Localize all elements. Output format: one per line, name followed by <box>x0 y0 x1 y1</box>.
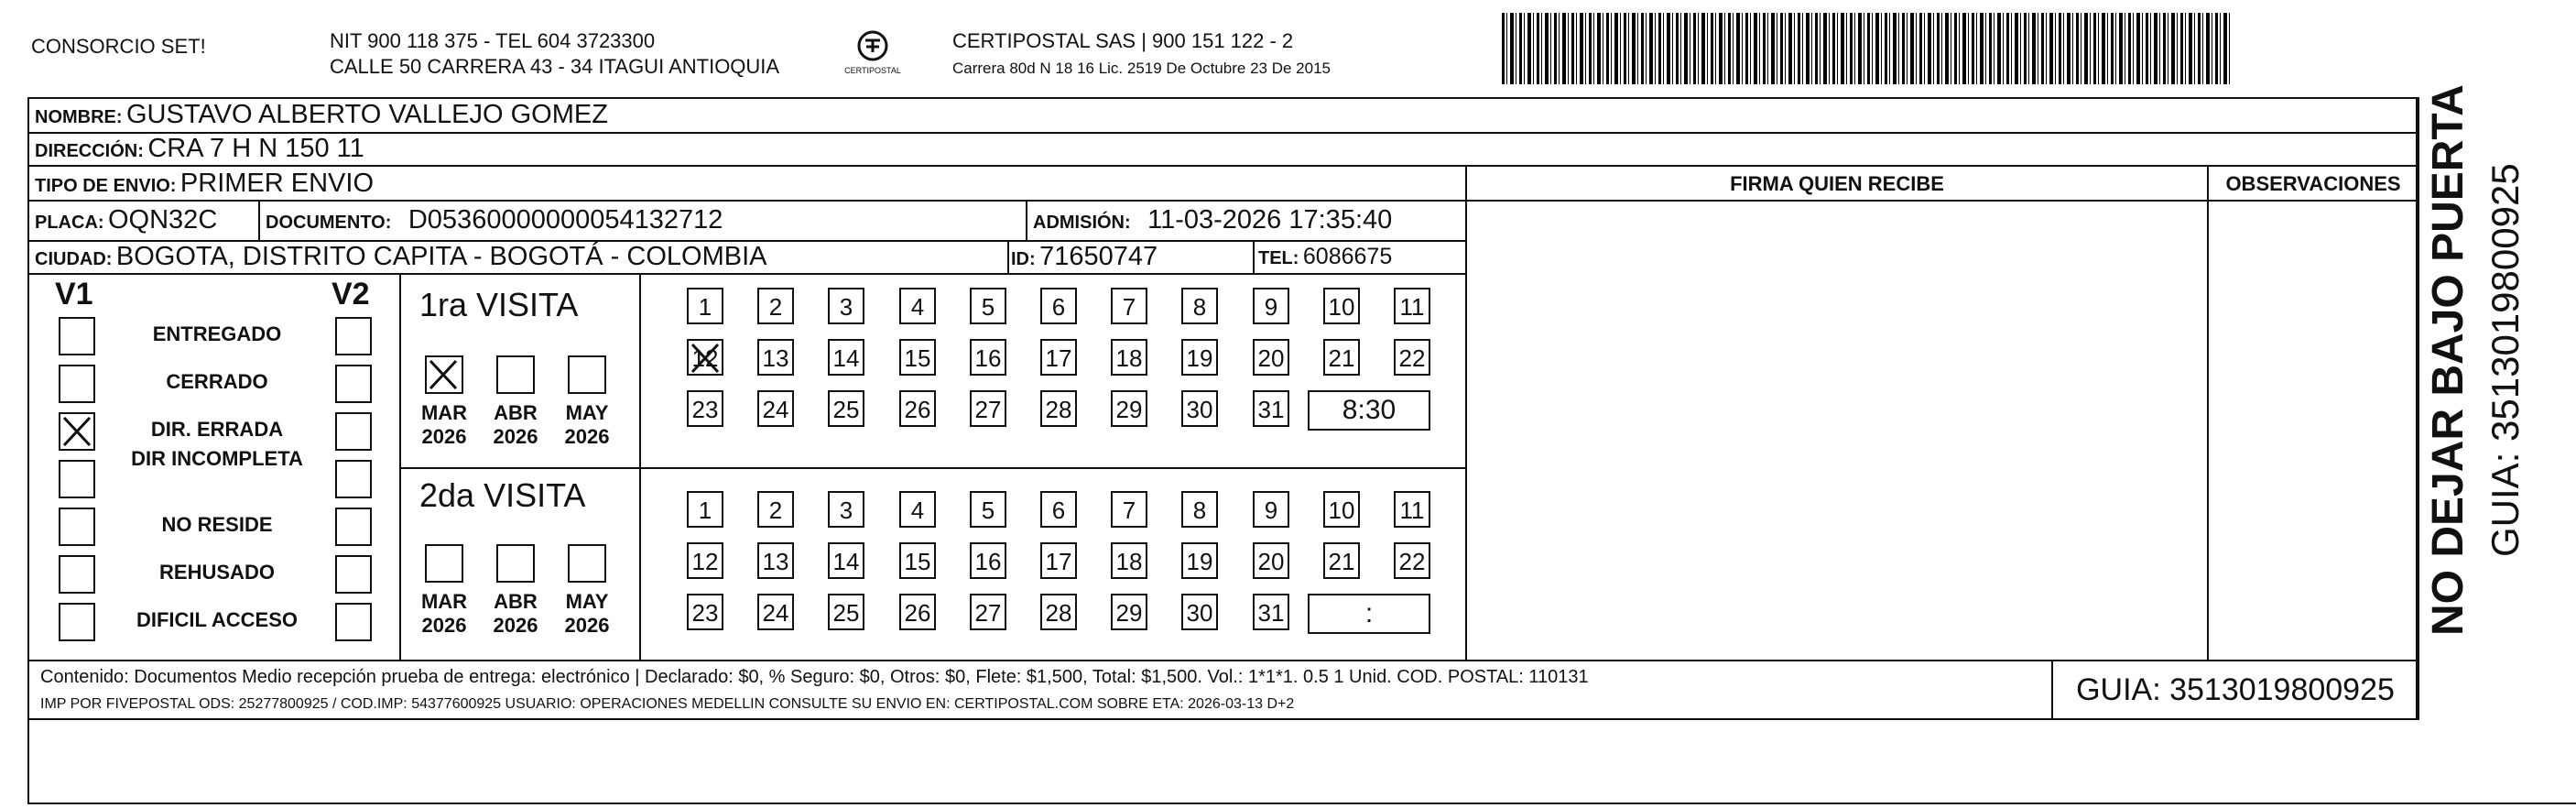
month-label: ABR <box>494 401 538 424</box>
documento-label: DOCUMENTO: <box>266 213 392 233</box>
v2-label: V2 <box>332 277 370 311</box>
year-label: 2026 <box>564 425 610 448</box>
month-checkbox[interactable] <box>496 355 535 394</box>
day-checkbox[interactable]: 26 <box>899 390 936 427</box>
day-checkbox[interactable]: 6 <box>1040 491 1077 528</box>
month-checkbox[interactable] <box>425 355 463 394</box>
day-checkbox[interactable]: 18 <box>1111 542 1147 579</box>
v2-checkbox[interactable] <box>335 508 372 546</box>
certipostal-logo: CERTIPOSTAL <box>841 27 905 81</box>
company-name: CONSORCIO SET! <box>31 35 206 58</box>
time-field[interactable]: : <box>1308 594 1430 634</box>
day-checkbox[interactable]: 25 <box>828 594 864 630</box>
reason-label: DIFICIL ACCESO <box>136 608 298 631</box>
day-checkbox[interactable]: 4 <box>899 491 936 528</box>
day-checkbox[interactable]: 29 <box>1111 390 1147 427</box>
documento-row <box>266 205 723 235</box>
day-checkbox[interactable]: 19 <box>1181 339 1218 376</box>
day-checkbox[interactable]: 24 <box>757 390 794 427</box>
visit1-title: 1ra VISITA <box>419 286 579 323</box>
reason-label: NO RESIDE <box>161 513 273 536</box>
year-label: 2026 <box>493 614 538 637</box>
day-checkbox[interactable]: 9 <box>1253 491 1289 528</box>
month-checkbox[interactable] <box>568 544 606 583</box>
reason-label: DIR INCOMPLETA <box>131 447 303 470</box>
month-label: MAY <box>565 590 609 613</box>
month-checkbox[interactable] <box>425 544 463 583</box>
year-label: 2026 <box>421 614 467 637</box>
day-checkbox[interactable]: 17 <box>1040 542 1077 579</box>
day-checkbox[interactable]: 15 <box>899 542 936 579</box>
id-label: ID: <box>1011 249 1036 269</box>
placa-value: OQN32C <box>108 205 218 235</box>
nombre-row <box>35 100 608 130</box>
direccion-label: DIRECCIÓN: <box>35 141 144 161</box>
day-checkbox[interactable]: 2 <box>757 288 794 324</box>
documento-value: D05360000000054132712 <box>408 205 723 235</box>
day-checkbox[interactable]: 5 <box>970 288 1006 324</box>
barcode <box>1502 13 2230 84</box>
day-checkbox[interactable]: 23 <box>687 594 723 630</box>
day-checkbox[interactable]: 23 <box>687 390 723 427</box>
v1-checkbox[interactable] <box>59 508 95 546</box>
direccion-value: CRA 7 H N 150 11 <box>147 134 364 163</box>
nombre-value: GUSTAVO ALBERTO VALLEJO GOMEZ <box>126 100 608 129</box>
visit2-title: 2da VISITA <box>419 476 586 514</box>
day-checkbox[interactable]: 3 <box>828 288 864 324</box>
year-label: 2026 <box>564 614 610 637</box>
day-checkbox[interactable]: 31 <box>1253 594 1289 630</box>
v2-checkbox[interactable] <box>335 460 372 498</box>
year-label: 2026 <box>421 425 467 448</box>
tipo-value: PRIMER ENVIO <box>179 169 375 198</box>
v1-label: V1 <box>55 277 93 311</box>
v2-checkbox[interactable] <box>335 317 372 355</box>
day-checkbox[interactable]: 8 <box>1181 491 1218 528</box>
day-checkbox[interactable]: 9 <box>1253 288 1289 324</box>
day-checkbox[interactable]: 24 <box>757 594 794 630</box>
ciudad-row <box>35 242 766 272</box>
day-checkbox[interactable]: 17 <box>1040 339 1077 376</box>
day-checkbox[interactable]: 25 <box>828 390 864 427</box>
ciudad-value: BOGOTA, DISTRITO CAPITA - BOGOTÁ - COLOMBIA <box>115 242 767 271</box>
reason-label: REHUSADO <box>159 561 275 584</box>
v1-checkbox[interactable] <box>59 460 95 498</box>
day-checkbox[interactable]: 31 <box>1253 390 1289 427</box>
tel-label: TEL: <box>1258 248 1299 268</box>
footer-line2: IMP POR FIVEPOSTAL ODS: 25277800925 / COD.IMP: 54377600925 USUARIO: OPERACIONES MEDELLIN CONSULTE SU ENVIO EN: CERTIPOSTAL.COM SOBRE ETA: 2026-03-13 D+2 <box>40 696 1295 712</box>
day-checkbox[interactable]: 10 <box>1323 288 1360 324</box>
day-checkbox[interactable]: 13 <box>757 339 794 376</box>
month-label: ABR <box>494 590 538 613</box>
observaciones-header: OBSERVACIONES <box>2225 172 2401 195</box>
day-checkbox[interactable]: 21 <box>1323 542 1360 579</box>
v2-checkbox[interactable] <box>335 555 372 594</box>
admision-label: ADMISIÓN: <box>1033 213 1131 233</box>
day-checkbox[interactable]: 27 <box>970 594 1006 630</box>
day-checkbox[interactable]: 10 <box>1323 491 1360 528</box>
nombre-label: NOMBRE: <box>35 107 123 127</box>
day-checkbox[interactable]: 21 <box>1323 339 1360 376</box>
month-label: MAR <box>420 401 468 424</box>
tel-row <box>1258 244 1392 270</box>
month-label: MAR <box>420 590 468 613</box>
time-field[interactable]: 8:30 <box>1308 390 1430 431</box>
tipo-label: TIPO DE ENVIO: <box>35 176 177 196</box>
day-checkbox[interactable]: 30 <box>1181 594 1218 630</box>
day-checkbox[interactable]: 16 <box>970 542 1006 579</box>
day-checkbox[interactable]: 20 <box>1253 339 1289 376</box>
day-checkbox[interactable]: 11 <box>1394 491 1430 528</box>
day-checkbox[interactable]: 13 <box>757 542 794 579</box>
day-checkbox[interactable]: 3 <box>828 491 864 528</box>
address-line: CALLE 50 CARRERA 43 - 34 ITAGUI ANTIOQUIA <box>330 55 780 78</box>
day-checkbox[interactable]: 18 <box>1111 339 1147 376</box>
v2-checkbox[interactable] <box>335 365 372 403</box>
day-checkbox[interactable]: 27 <box>970 390 1006 427</box>
day-checkbox[interactable]: 4 <box>899 288 936 324</box>
day-checkbox[interactable]: 15 <box>899 339 936 376</box>
day-checkbox[interactable]: 16 <box>970 339 1006 376</box>
day-checkbox[interactable]: 6 <box>1040 288 1077 324</box>
v2-checkbox[interactable] <box>335 603 372 641</box>
nit-line: NIT 900 118 375 - TEL 604 3723300 <box>330 29 656 52</box>
month-checkbox[interactable] <box>496 544 535 583</box>
day-checkbox[interactable]: 19 <box>1181 542 1218 579</box>
day-checkbox[interactable]: 29 <box>1111 594 1147 630</box>
day-checkbox[interactable]: 2 <box>757 491 794 528</box>
month-label: MAY <box>565 401 609 424</box>
day-checkbox[interactable]: 22 <box>1394 339 1430 376</box>
v1-checkbox[interactable] <box>59 603 95 641</box>
day-checkbox[interactable]: 20 <box>1253 542 1289 579</box>
v2-checkbox[interactable] <box>335 412 372 451</box>
side-guia: GUIA: 3513019800925 <box>2484 163 2527 557</box>
day-checkbox[interactable]: 22 <box>1394 542 1430 579</box>
guia-box: GUIA: 3513019800925 <box>2076 672 2395 707</box>
day-checkbox[interactable]: 30 <box>1181 390 1218 427</box>
reason-label: ENTREGADO <box>152 322 282 345</box>
day-checkbox[interactable]: 11 <box>1394 288 1430 324</box>
year-label: 2026 <box>493 425 538 448</box>
day-checkbox[interactable]: 14 <box>828 542 864 579</box>
day-checkbox[interactable]: 28 <box>1040 594 1077 630</box>
day-checkbox[interactable]: 26 <box>899 594 936 630</box>
certipostal-line2: Carrera 80d N 18 16 Lic. 2519 De Octubre 23 De 2015 <box>952 60 1331 77</box>
tel-value: 6086675 <box>1302 244 1393 269</box>
placa-label: PLACA: <box>35 213 104 233</box>
reason-label: DIR. ERRADA <box>150 418 284 441</box>
day-checkbox[interactable]: 12 <box>687 542 723 579</box>
admision-row <box>1033 205 1392 235</box>
v1-checkbox[interactable] <box>59 412 95 451</box>
v1-checkbox[interactable] <box>59 365 95 403</box>
tipo-row <box>35 169 374 199</box>
certipostal-line1: CERTIPOSTAL SAS | 900 151 122 - 2 <box>952 29 1294 52</box>
v1-checkbox[interactable] <box>59 555 95 594</box>
ciudad-label: CIUDAD: <box>35 249 113 269</box>
no-dejar-bajo-puerta: NO DEJAR BAJO PUERTA <box>2424 84 2473 636</box>
footer-line1: Contenido: Documentos Medio recepción prueba de entrega: electrónico | Declarado: $0, % Seguro: $0, Otros: $0, Flete: $1,500, Total: $1,500. Vol.: 1*1*1. 0.5 1 Unid. COD. POSTAL: 110131 <box>40 667 1589 687</box>
day-checkbox[interactable]: 5 <box>970 491 1006 528</box>
id-value: 71650747 <box>1039 242 1158 271</box>
day-checkbox[interactable]: 7 <box>1111 491 1147 528</box>
day-checkbox[interactable]: 1 <box>687 491 723 528</box>
month-checkbox[interactable] <box>568 355 606 394</box>
day-checkbox[interactable]: 14 <box>828 339 864 376</box>
day-checkbox[interactable]: 8 <box>1181 288 1218 324</box>
direccion-row <box>35 134 364 164</box>
firma-header: FIRMA QUIEN RECIBE <box>1730 172 1944 195</box>
day-checkbox[interactable]: 1 <box>687 288 723 324</box>
day-checkbox[interactable]: 12 <box>687 339 723 376</box>
reason-label: CERRADO <box>166 370 268 393</box>
admision-value: 11-03-2026 17:35:40 <box>1147 205 1393 235</box>
v1-checkbox[interactable] <box>59 317 95 355</box>
id-row <box>1011 242 1158 272</box>
day-checkbox[interactable]: 7 <box>1111 288 1147 324</box>
day-checkbox[interactable]: 28 <box>1040 390 1077 427</box>
placa-row <box>35 205 217 235</box>
